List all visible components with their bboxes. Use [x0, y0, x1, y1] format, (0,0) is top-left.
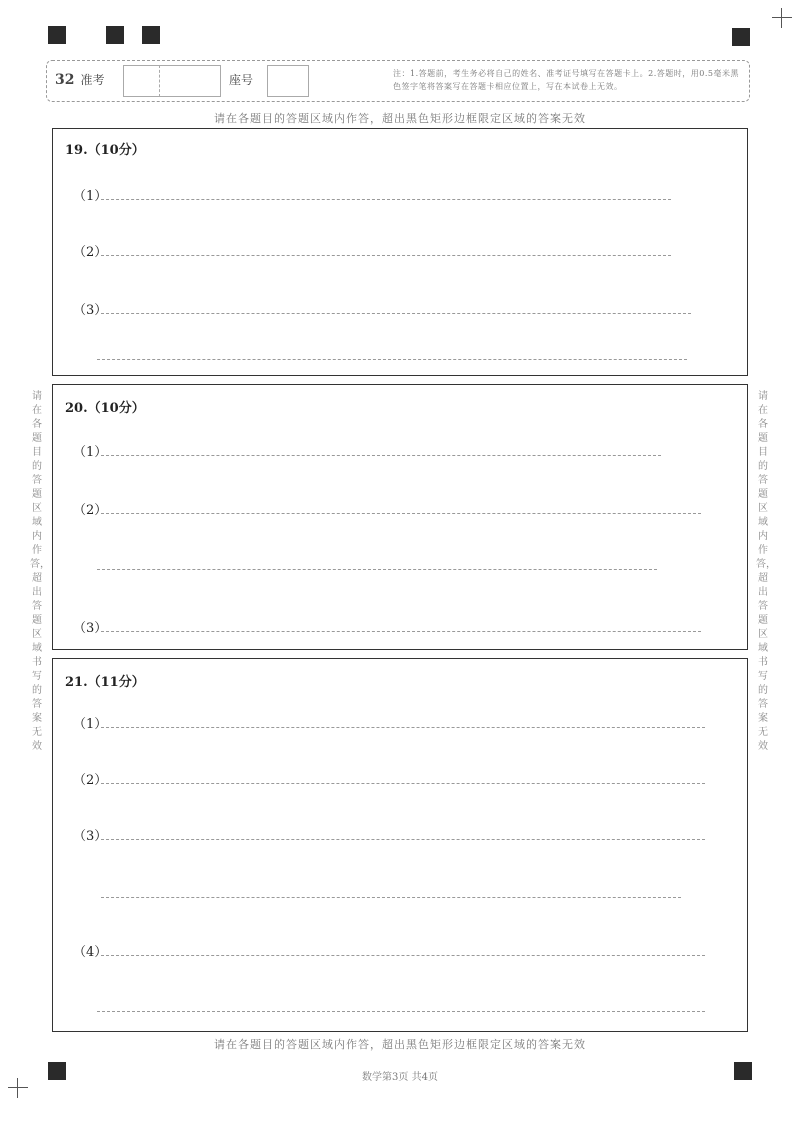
part-label: （4）	[73, 945, 108, 960]
question-20-area	[52, 384, 748, 650]
registration-mark-2	[106, 26, 124, 44]
question-21-area	[52, 658, 748, 1032]
exam-number-box-2[interactable]	[159, 65, 221, 97]
side-notice-right: 请在各题目的答题区域内作答，超出答题区域书写的答案无效	[756, 391, 776, 752]
answer-line[interactable]	[101, 727, 705, 728]
seat-label: 座号	[229, 73, 254, 87]
part-label: （1）	[73, 445, 108, 460]
boundary-notice-bottom: 请在各题目的答题区域内作答，超出黑色矩形边框限定区域的答案无效	[214, 1038, 586, 1051]
registration-mark-1	[48, 26, 66, 44]
answer-line[interactable]	[101, 199, 671, 200]
exam-info-bar	[46, 60, 750, 102]
part-label: （1）	[73, 189, 108, 204]
part-label: （2）	[73, 773, 108, 788]
answer-line[interactable]	[101, 255, 671, 256]
question-title: 20.（10分）	[65, 401, 145, 416]
answer-line[interactable]	[97, 1011, 705, 1012]
question-title: 21.（11分）	[65, 675, 145, 690]
boundary-notice-top: 请在各题目的答题区域内作答，超出黑色矩形边框限定区域的答案无效	[214, 112, 586, 125]
crosshair-icon	[772, 8, 792, 28]
part-label: （3）	[73, 303, 108, 318]
part-label: （2）	[73, 503, 108, 518]
registration-mark-3	[142, 26, 160, 44]
registration-mark-4	[732, 28, 750, 46]
seat-number-box[interactable]	[267, 65, 309, 97]
answer-line[interactable]	[101, 839, 705, 840]
answer-line[interactable]	[101, 455, 661, 456]
part-label: （3）	[73, 829, 108, 844]
instructions-text: 注：1.答题前，考生务必将自己的姓名、准考证号填写在答题卡上。2.答题时，用0.5毫米黑色签字笔将答案写在答题卡相应位置上，写在本试卷上无效。	[393, 69, 739, 91]
answer-line[interactable]	[101, 513, 701, 514]
answer-line[interactable]	[101, 955, 705, 956]
part-label: （3）	[73, 621, 108, 636]
answer-line[interactable]	[97, 569, 657, 570]
question-19-area	[52, 128, 748, 376]
answer-line[interactable]	[97, 359, 687, 360]
side-notice-left: 请在各题目的答题区域内作答，超出答题区域书写的答案无效	[30, 391, 50, 752]
answer-line[interactable]	[101, 897, 681, 898]
page-footer: 数学第3页 共4页	[362, 1072, 438, 1083]
answer-line[interactable]	[101, 631, 701, 632]
question-title: 19.（10分）	[65, 143, 145, 158]
part-label: （1）	[73, 717, 108, 732]
subject-label: 32 准考	[55, 72, 105, 88]
answer-line[interactable]	[101, 313, 691, 314]
part-label: （2）	[73, 245, 108, 260]
answer-line[interactable]	[101, 783, 705, 784]
